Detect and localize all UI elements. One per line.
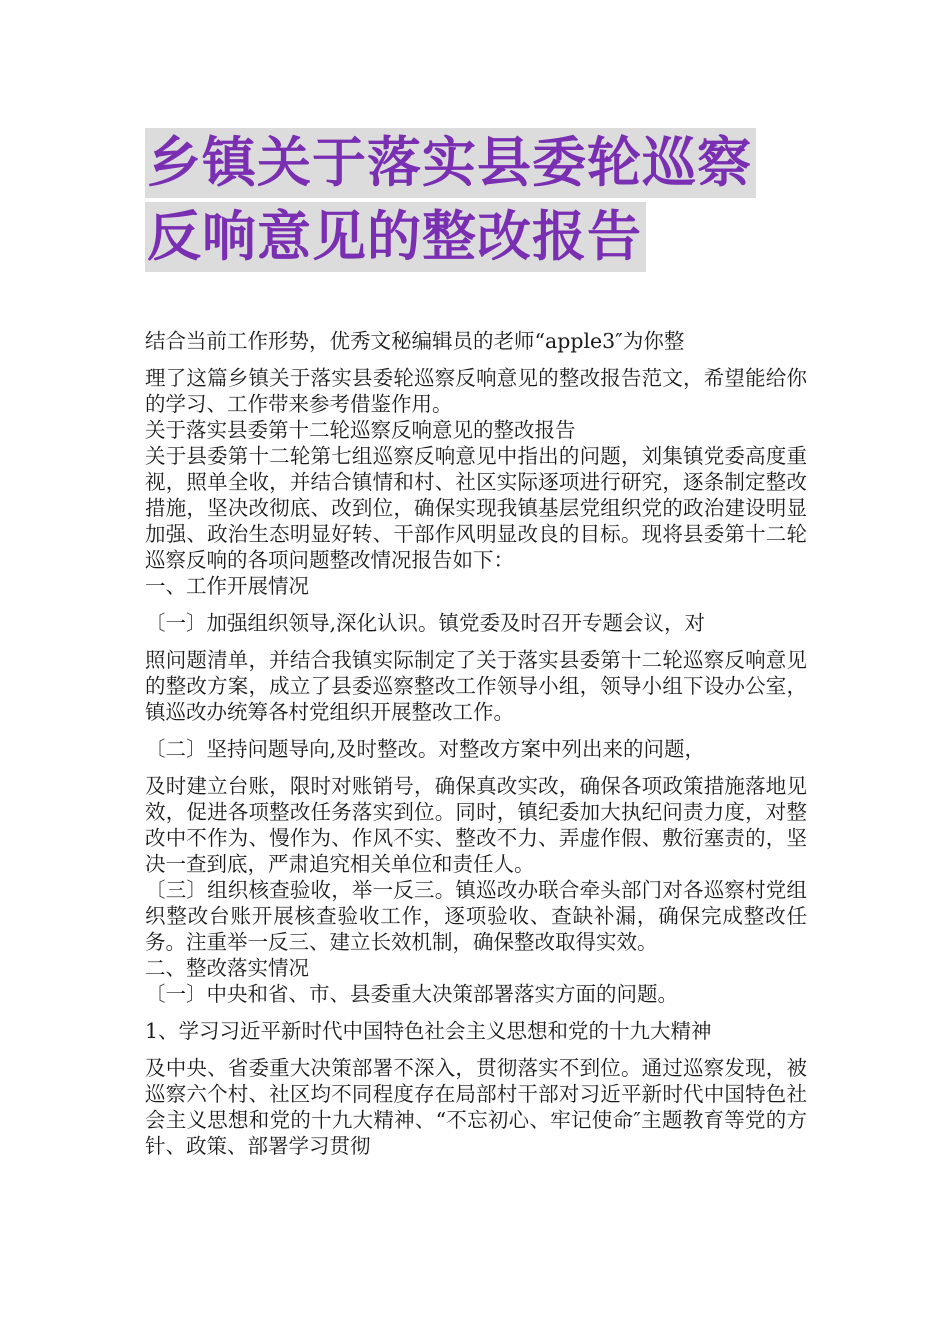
paragraph: 关于县委第十二轮第七组巡察反响意见中指出的问题，刘集镇党委高度重视，照单全收，并结合镇情和村、社区实际逐项进行研究，逐条制定整改措施，坚决改彻底、改到位，确保实现我镇基层党组织党的政治建设明显加强、政治生态明显好转、干部作风明显改良的目标。现将县委第十二轮巡察反响的各项问题整改情况报告如下： — [145, 444, 807, 572]
paragraph: 〔二〕坚持问题导向,及时整改。对整改方案中列出来的问题， — [145, 737, 706, 761]
paragraph: 及时建立台账，限时对账销号，确保真改实改，确保各项政策措施落地见效，促进各项整改任务落实到位。同时，镇纪委加大执纪问责力度，对整改中不作为、慢作为、作风不实、整改不力、弄虚作假、敷衍塞责的，坚决一查到底，严肃追究相关单位和责任人。 — [145, 774, 807, 876]
paragraph: 理了这篇乡镇关于落实县委轮巡察反响意见的整改报告范文，希望能给你的学习、工作带来参考借鉴作用。 — [145, 366, 807, 416]
paragraph: 1、学习习近平新时代中国特色社会主义思想和党的十九大精神 — [145, 1019, 712, 1043]
paragraph: 〔三〕组织核查验收，举一反三。镇巡改办联合牵头部门对各巡察村党组织整改台账开展核查验收工作，逐项验收、查缺补漏，确保完成整改任务。注重举一反三、建立长效机制，确保整改取得实效。 — [145, 878, 807, 954]
section-heading: 二、整改落实情况 — [145, 956, 309, 980]
document-body — [145, 328, 807, 1159]
title-line-1: 乡镇关于落实县委轮巡察 — [145, 128, 756, 198]
paragraph: 及中央、省委重大决策部署不深入，贯彻落实不到位。通过巡察发现，被巡察六个村、社区均不同程度存在局部村干部对习近平新时代中国特色社会主义思想和党的十九大精神、“不忘初心、牢记使命″主题教育等党的方针、政策、部署学习贯彻 — [145, 1056, 807, 1158]
paragraph: 关于落实县委第十二轮巡察反响意见的整改报告 — [145, 418, 576, 442]
title-line-2: 反响意见的整改报告 — [145, 202, 646, 272]
document-title — [145, 128, 825, 276]
paragraph: 照问题清单，并结合我镇实际制定了关于落实县委第十二轮巡察反响意见的整改方案，成立了县委巡察整改工作领导小组，领导小组下设办公室，镇巡改办统筹各村党组织开展整改工作。 — [145, 648, 807, 724]
paragraph: 结合当前工作形势，优秀文秘编辑员的老师“apple3″为你整 — [145, 329, 685, 353]
paragraph: 〔一〕加强组织领导,深化认识。镇党委及时召开专题会议，对 — [145, 611, 706, 635]
paragraph: 〔一〕中央和省、市、县委重大决策部署落实方面的问题。 — [145, 982, 678, 1006]
section-heading: 一、工作开展情况 — [145, 574, 309, 598]
